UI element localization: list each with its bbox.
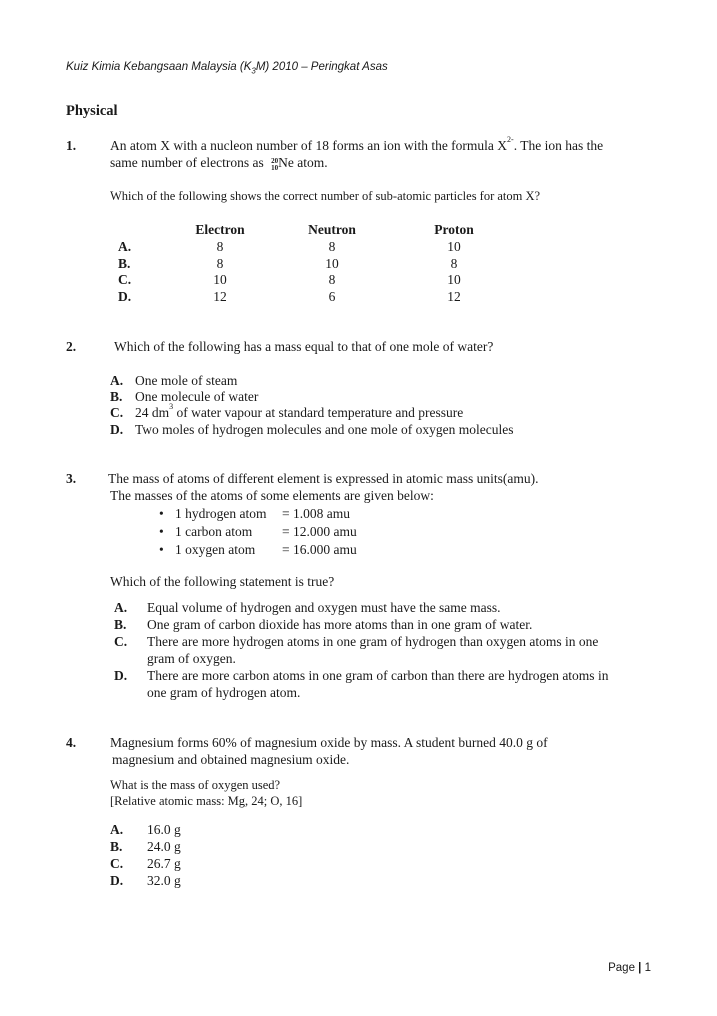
q3-option-label: C. [114, 634, 128, 649]
neon-nuclide-notation: 20 10 [271, 157, 279, 172]
q2-option-text: 24 $dm^3$ of water vapour at standard temperature and pressure [135, 402, 464, 420]
q1-header-electron: Electron [195, 222, 245, 237]
q3-bullet-name: • 1 oxygen atom [175, 542, 255, 558]
q2-option-label: B. [110, 389, 123, 404]
q1-stem-line2: same number of electrons as 20 10 Ne atom. [110, 155, 328, 172]
q1-prompt: Which of the following shows the correct number of sub-atomic particles for atom X? [110, 189, 541, 203]
q4-option-label: B. [110, 839, 123, 854]
q2-number: 2. [66, 339, 77, 354]
q3-number: 3. [66, 471, 77, 486]
q1-cell: 10 [213, 272, 227, 287]
q3-option-text: There are more carbon atoms in one gram of carbon than there are hydrogen atoms in [147, 668, 609, 683]
q1-cell: 12 [447, 289, 461, 304]
q2-option-label: C. [110, 405, 124, 420]
q3-option-text: There are more hydrogen atoms in one gram of hydrogen than oxygen atoms in one [147, 634, 599, 649]
section-title: Physical [66, 103, 118, 119]
q4-option-text: 16.0 g [147, 822, 181, 837]
q2-option-text: One mole of steam [135, 373, 238, 388]
q4-option-text: 32.0 g [147, 873, 181, 888]
q1-number: 1. [66, 138, 77, 153]
q4-prompt: What is the mass of oxygen used? [110, 778, 281, 792]
q3-stem-line2: The masses of the atoms of some elements are given below: [110, 488, 434, 503]
q1-option-label: C. [118, 272, 132, 287]
q1-cell: 8 [216, 256, 224, 271]
q1-option-label: A. [118, 239, 132, 254]
q2-stem: Which of the following has a mass equal to that of one mole of water? [114, 339, 494, 354]
q3-option-label: B. [114, 617, 127, 632]
q2-option-text: Two moles of hydrogen molecules and one mole of oxygen molecules [135, 422, 514, 437]
q1-cell: 6 [328, 289, 336, 304]
q1-cell: 8 [328, 239, 336, 254]
q3-bullet-name: • 1 hydrogen atom [175, 506, 266, 522]
q3-option-label: A. [114, 600, 128, 615]
q3-bullet-value: = 16.000 amu [282, 542, 357, 557]
q3-option-text: Equal volume of hydrogen and oxygen must have the same mass. [147, 600, 501, 615]
q1-cell: 12 [213, 289, 227, 304]
q2-option-label: D. [110, 422, 124, 437]
q2-option-label: A. [110, 373, 124, 388]
q1-option-label: B. [118, 256, 131, 271]
q4-number: 4. [66, 735, 77, 750]
q4-option-text: 24.0 g [147, 839, 181, 854]
q1-stem-line1: An atom X with a nucleon number of 18 forms an ion with the formula $X^{2-}$. The ion has the [110, 135, 604, 153]
q3-option-text: one gram of hydrogen atom. [147, 685, 301, 700]
q4-option-text: 26.7 g [147, 856, 181, 871]
q3-bullet-value: = 12.000 amu [282, 524, 357, 539]
q4-relative-atomic-mass: [Relative atomic mass: Mg, 24; O, 16] [110, 794, 303, 808]
q4-option-label: C. [110, 856, 124, 871]
q1-cell: 10 [447, 239, 461, 254]
q3-option-label: D. [114, 668, 128, 683]
q3-bullet-value: = 1.008 amu [282, 506, 350, 521]
q4-stem-line1: Magnesium forms 60% of magnesium oxide by mass. A student burned 40.0 g of [110, 735, 548, 750]
page-footer: Page | 1 [608, 962, 651, 974]
q3-stem-line1: The mass of atoms of different element is expressed in atomic mass units(amu). [108, 471, 539, 486]
q4-stem-line2: magnesium and obtained magnesium oxide. [112, 752, 350, 767]
q1-option-label: D. [118, 289, 132, 304]
q1-cell: 8 [450, 256, 458, 271]
q4-option-label: D. [110, 873, 124, 888]
q1-header-proton: Proton [434, 222, 474, 237]
q1-header-neutron: Neutron [308, 222, 356, 237]
q3-option-text: gram of oxygen. [147, 651, 236, 666]
page-header: Kuiz Kimia Kebangsaan Malaysia $(K_3M)$ 2010 – Peringkat Asas [66, 61, 388, 76]
q1-cell: 10 [447, 272, 461, 287]
q4-option-label: A. [110, 822, 124, 837]
q3-prompt: Which of the following statement is true? [110, 574, 335, 589]
q1-cell: 8 [216, 239, 224, 254]
q2-option-text: One molecule of water [135, 389, 259, 404]
q3-option-text: One gram of carbon dioxide has more atoms than in one gram of water. [147, 617, 533, 632]
q1-cell: 10 [325, 256, 339, 271]
q3-bullet-name: • 1 carbon atom [175, 524, 252, 540]
q1-cell: 8 [328, 272, 336, 287]
